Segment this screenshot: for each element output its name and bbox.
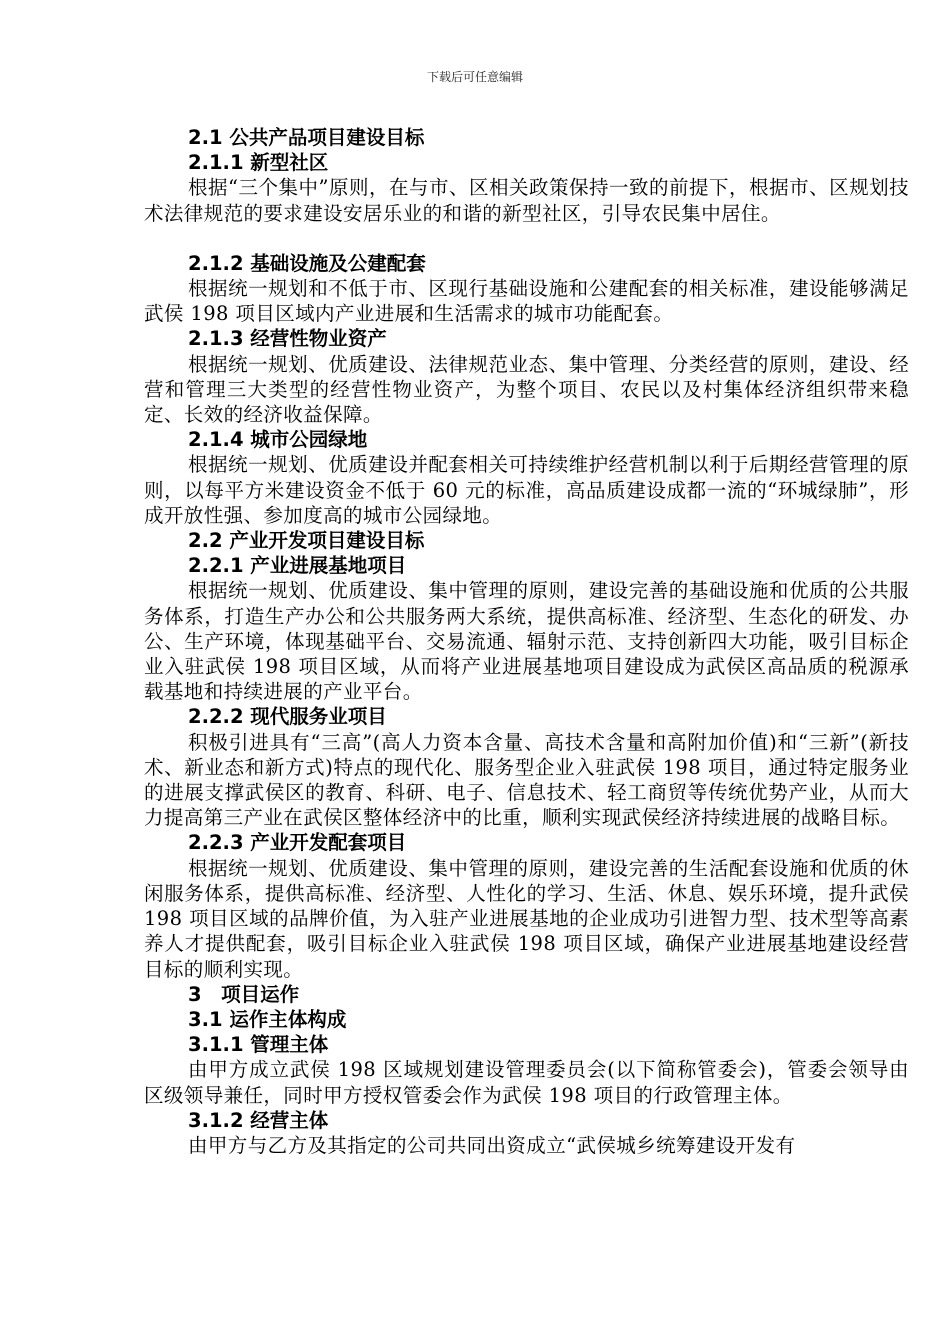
heading-2-1-2: 2.1.2 基础设施及公建配套 bbox=[188, 251, 426, 275]
heading-2-2-2: 2.2.2 现代服务业项目 bbox=[188, 705, 387, 729]
heading-3-1: 3.1 运作主体构成 bbox=[188, 1007, 347, 1031]
paragraph-2-1-1: 根据“三个集中”原则，在与市、区相关政策保持一致的前提下，根据市、区规划技术法律规范的要求建设安居乐业的和谐的新型社区，引导农民集中居住。 bbox=[144, 176, 909, 225]
heading-3-1-2: 3.1.2 经营主体 bbox=[188, 1108, 329, 1132]
heading-2-1-3: 2.1.3 经营性物业资产 bbox=[188, 327, 387, 351]
blank-line bbox=[144, 226, 909, 251]
paragraph-2-2-2: 积极引进具有“三高”(高人力资本含量、高技术含量和高附加价值)和“三新”(新技术、新业态和新方式)特点的现代化、服务型企业入驻武侯 198 项目，通过特定服务业的进展支撑武侯区的教育、科研、电子、信息技术、轻工商贸等传统优势产业，从而大力提高第三产业在武侯区整体经济中的比重，顺利实现武侯经济持续进展的战略目标。 bbox=[144, 730, 909, 830]
paragraph-3-1-2: 由甲方与乙方及其指定的公司共同出资成立“武侯城乡统筹建设开发有 bbox=[188, 1133, 796, 1157]
heading-2-2-1: 2.2.1 产业进展基地项目 bbox=[188, 554, 407, 578]
paragraph-3-1-1: 由甲方成立武侯 198 区域规划建设管理委员会(以下简称管委会)，管委会领导由区级领导兼任，同时甲方授权管委会作为武侯 198 项目的行政管理主体。 bbox=[144, 1058, 909, 1107]
paragraph-2-2-3: 根据统一规划、优质建设、集中管理的原则，建设完善的生活配套设施和优质的休闲服务体系，提供高标准、经济型、人性化的学习、生活、休息、娱乐环境，提升武侯 198 项目区域的品牌价值，为入驻产业进展基地的企业成功引进智力型、技术型等高素养人才提供配套，吸引目标企业入驻武侯 198 项目区域，确保产业进展基地建设经营目标的顺利实现。 bbox=[144, 856, 909, 981]
heading-2-2: 2.2 产业开发项目建设目标 bbox=[188, 529, 425, 553]
heading-2-1-4: 2.1.4 城市公园绿地 bbox=[188, 428, 368, 452]
heading-2-2-3: 2.2.3 产业开发配套项目 bbox=[188, 831, 407, 855]
page-header: 下载后可任意编辑 bbox=[426, 70, 523, 84]
heading-3-1-1: 3.1.1 管理主体 bbox=[188, 1033, 329, 1057]
paragraph-2-2-1: 根据统一规划、优质建设、集中管理的原则，建设完善的基础设施和优质的公共服务体系，打造生产办公和公共服务两大系统，提供高标准、经济型、生态化的研发、办公、生产环境，体现基础平台、交易流通、辐射示范、支持创新四大功能，吸引目标企业入驻武侯 198 项目区域，从而将产业进展基地项目建设成为武侯区高品质的税源承载基地和持续进展的产业平台。 bbox=[144, 579, 909, 704]
paragraph-2-1-4: 根据统一规划、优质建设并配套相关可持续维护经营机制以利于后期经营管理的原则，以每平方米建设资金不低于 60 元的标准，高品质建设成都一流的“环城绿肺”，形成开放性强、参加度高的城市公园绿地。 bbox=[144, 453, 909, 527]
heading-2-1: 2.1 公共产品项目建设目标 bbox=[188, 126, 425, 149]
heading-3: 3 项目运作 bbox=[188, 982, 300, 1006]
heading-2-1-1: 2.1.1 新型社区 bbox=[188, 151, 329, 175]
paragraph-2-1-3: 根据统一规划、优质建设、法律规范业态、集中管理、分类经营的原则，建设、经营和管理三大类型的经营性物业资产，为整个项目、农民以及村集体经济组织带来稳定、长效的经济收益保障。 bbox=[144, 352, 909, 427]
paragraph-2-1-2: 根据统一规划和不低于市、区现行基础设施和公建配套的相关标准，建设能够满足武侯 198 项目区域内产业进展和生活需求的城市功能配套。 bbox=[144, 277, 909, 326]
document-body bbox=[144, 125, 909, 1158]
